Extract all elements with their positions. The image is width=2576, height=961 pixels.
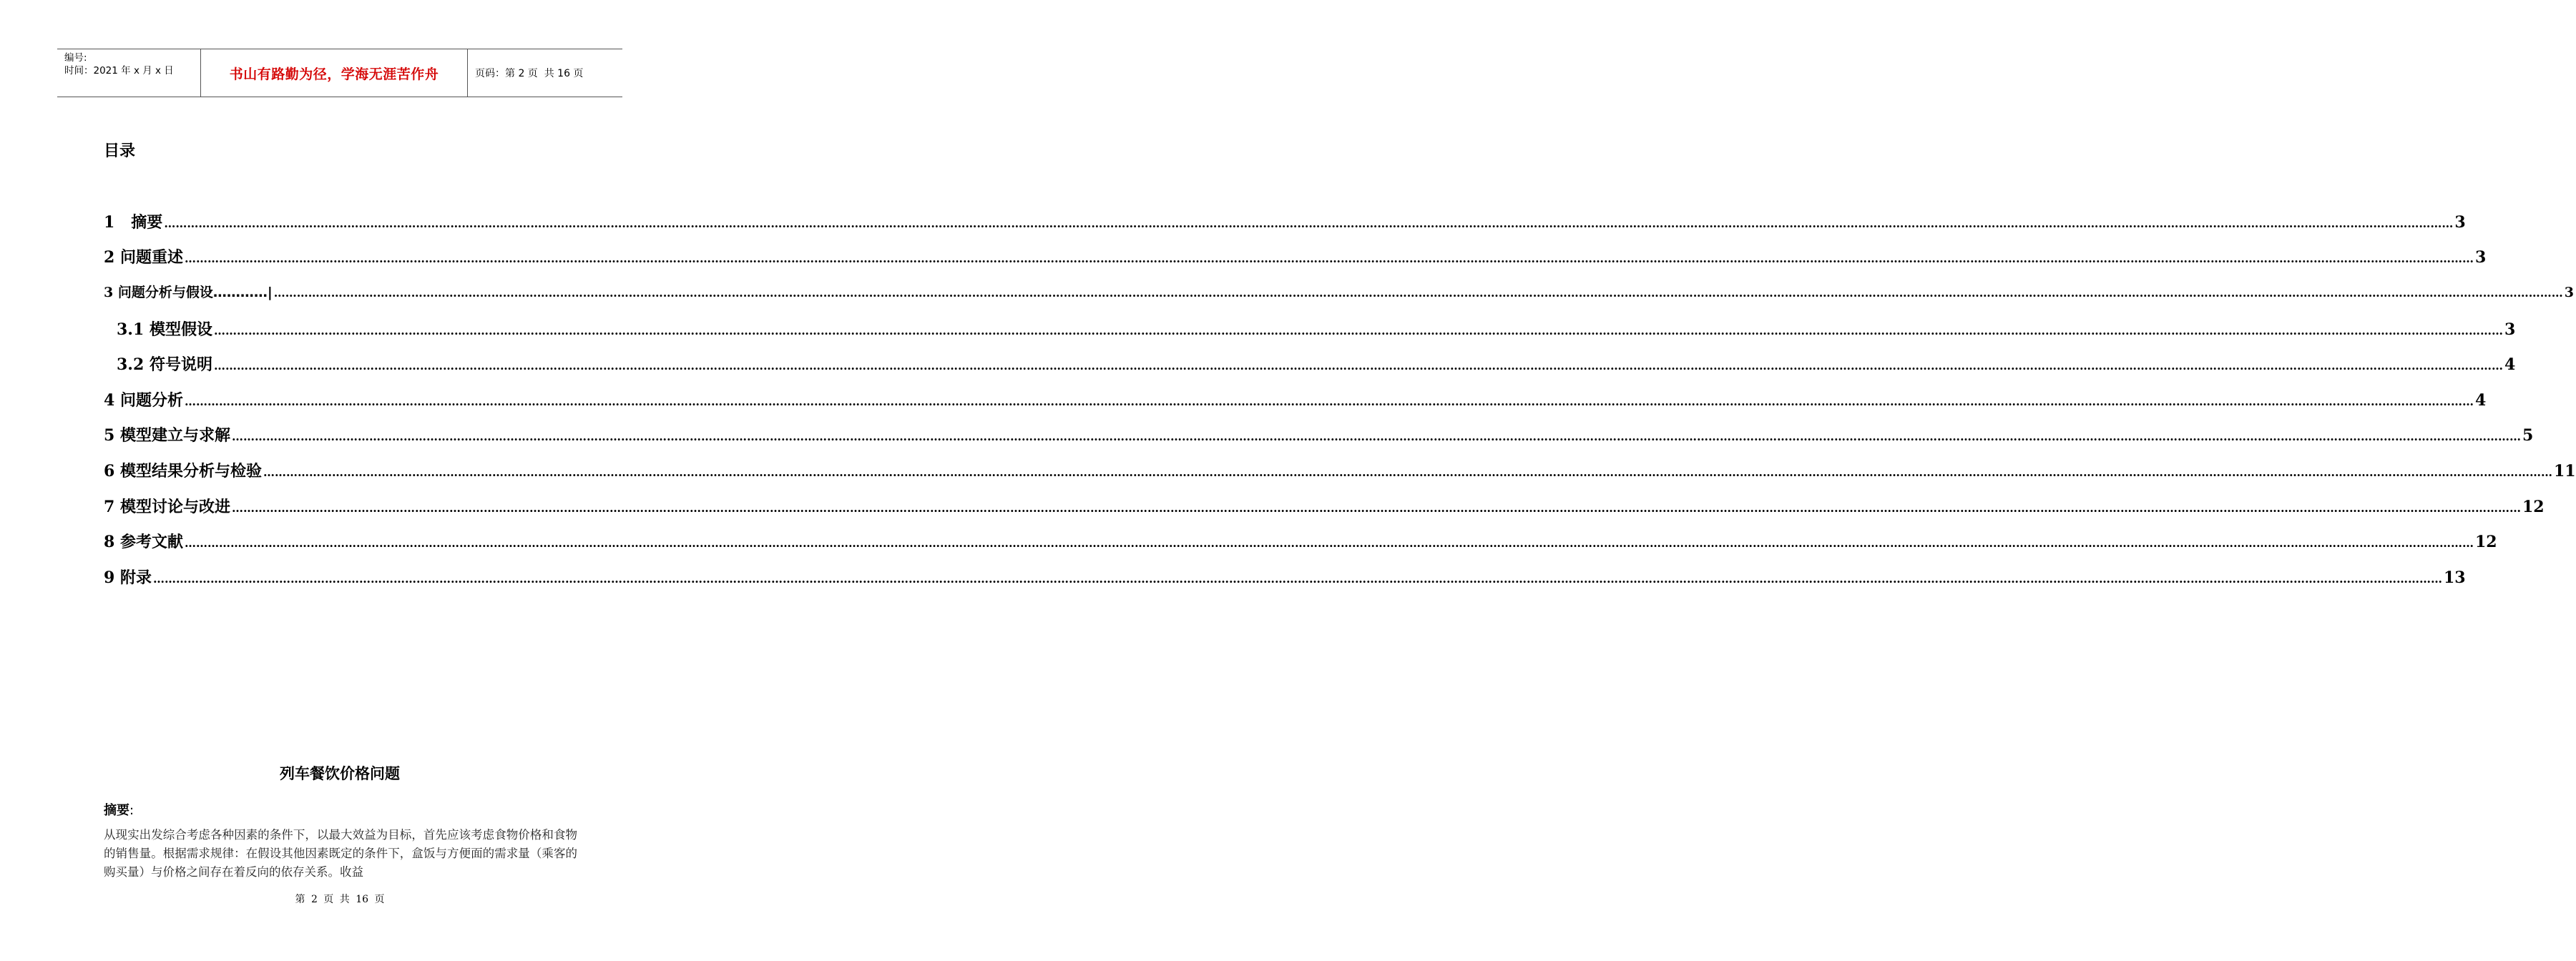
- toc-leader-dots: ……………………………………………………………………………………………………………………………………………………………………………………………………………………………………………………………………………………………………………………………………………………………………………………………………………………………………………………………………………………………………………………………………………………: [213, 359, 2503, 373]
- page-header: [57, 49, 622, 97]
- toc-entry-label: 问题分析: [119, 392, 183, 410]
- toc-entry-page: 4: [2504, 355, 2516, 374]
- toc-entry-number: 7: [104, 498, 120, 516]
- toc-leader-dots: ……………………………………………………………………………………………………………………………………………………………………………………………………………………………………………………………………………………………………………………………………………………………………………………………………………………………………………………………………………………………………………………………………………………: [231, 430, 2521, 443]
- toc-entry-label: 模型讨论与改进: [119, 498, 230, 516]
- toc-leader-dots: ……………………………………………………………………………………………………………………………………………………………………………………………………………………………………………………………………………………………………………………………………………………………………………………………………………………………………………………………………………………………………………………………………………………: [164, 217, 2454, 230]
- toc-leader-dots: ……………………………………………………………………………………………………………………………………………………………………………………………………………………………………………………………………………………………………………………………………………………………………………………………………………………………………………………………………………………………………………………………………………………: [273, 286, 2563, 300]
- toc-entry-label: 模型建立与求解: [119, 427, 230, 445]
- toc-leader-dots: ……………………………………………………………………………………………………………………………………………………………………………………………………………………………………………………………………………………………………………………………………………………………………………………………………………………………………………………………………………………………………………………………………………………: [184, 252, 2474, 265]
- toc-entry[interactable]: [104, 459, 2576, 481]
- abstract-colon: :: [129, 803, 134, 818]
- toc-entry-label: 附录: [119, 569, 152, 587]
- abstract-text: 从现实出发综合考虑各种因素的条件下，以最大效益为目标，首先应该考虑食物价格和食物的销售量。根据需求规律：在假设其他因素既定的条件下，盒饭与方便面的需求量（乘客的购买量）与价格之间存在着反向的依存关系。收益: [104, 828, 577, 879]
- toc-entry-page: 3: [2564, 285, 2575, 300]
- toc-entry-page: 3: [2454, 213, 2466, 232]
- toc-leader-dots: ……………………………………………………………………………………………………………………………………………………………………………………………………………………………………………………………………………………………………………………………………………………………………………………………………………………………………………………………………………………………………………………………………………………: [152, 572, 2442, 586]
- toc-entry[interactable]: [104, 210, 2466, 232]
- toc-entry-page: 12: [2474, 533, 2497, 551]
- abstract-label: 摘要: [104, 803, 129, 818]
- toc-title: 目录: [104, 142, 136, 160]
- toc-entry-page: 13: [2443, 568, 2466, 587]
- toc-leader-dots: ……………………………………………………………………………………………………………………………………………………………………………………………………………………………………………………………………………………………………………………………………………………………………………………………………………………………………………………………………………………………………………………………………………………: [184, 395, 2474, 408]
- header-meta: [57, 49, 201, 97]
- toc-leader-dots: ……………………………………………………………………………………………………………………………………………………………………………………………………………………………………………………………………………………………………………………………………………………………………………………………………………………………………………………………………………………………………………………………………………………: [213, 324, 2503, 337]
- paper-title: 列车餐饮价格问题: [280, 765, 400, 782]
- toc-entry[interactable]: [104, 282, 2575, 301]
- toc-entry-label: 问题分析与假设…………|: [117, 285, 273, 300]
- toc-entry-number: 6: [104, 462, 120, 480]
- toc-entry[interactable]: [104, 530, 2497, 552]
- header-number-label: 编号:: [64, 52, 87, 64]
- toc-entry-label: 摘要: [131, 214, 163, 232]
- toc-entry[interactable]: [104, 388, 2487, 410]
- toc-entry[interactable]: [104, 495, 2545, 517]
- toc-entry-label: 参考文献: [119, 533, 183, 551]
- toc-entry-label: 符号说明: [149, 356, 212, 374]
- toc-leader-dots: ……………………………………………………………………………………………………………………………………………………………………………………………………………………………………………………………………………………………………………………………………………………………………………………………………………………………………………………………………………………………………………………………………………………: [263, 465, 2552, 479]
- toc-entry-label: 模型假设: [149, 321, 212, 339]
- toc-entry-number: 3.2: [117, 355, 150, 374]
- toc-entry-number: 4: [104, 391, 120, 410]
- toc-entry[interactable]: [117, 317, 2516, 340]
- header-motto: 书山有路勤为径，学海无涯苦作舟: [201, 49, 468, 97]
- toc-entry-page: 4: [2474, 391, 2487, 410]
- toc-entry[interactable]: [104, 566, 2466, 588]
- toc-entry-page: 3: [2504, 320, 2516, 339]
- toc-entry-page: 11: [2553, 462, 2576, 480]
- toc-entry[interactable]: [104, 423, 2534, 445]
- header-page-info: 页码：第 2 页 共 16 页: [475, 68, 584, 79]
- page-footer: 第 2 页 共 16 页: [295, 894, 385, 905]
- abstract-heading: [104, 800, 134, 819]
- toc-entry-number: 8: [104, 533, 120, 551]
- toc-entry-page: 3: [2474, 248, 2487, 267]
- toc-leader-dots: ……………………………………………………………………………………………………………………………………………………………………………………………………………………………………………………………………………………………………………………………………………………………………………………………………………………………………………………………………………………………………………………………………………………: [184, 536, 2474, 550]
- header-time-label: 时间：2021 年 x 月 x 日: [64, 65, 174, 77]
- toc-entry-page: 12: [2522, 498, 2545, 516]
- toc-leader-dots: ……………………………………………………………………………………………………………………………………………………………………………………………………………………………………………………………………………………………………………………………………………………………………………………………………………………………………………………………………………………………………………………………………………………: [231, 501, 2521, 515]
- toc-entry[interactable]: [104, 245, 2487, 267]
- toc-entry-number: 9: [104, 568, 120, 587]
- toc-entry-number: 3.1: [117, 320, 150, 339]
- toc-entry-number: 3: [104, 285, 118, 300]
- toc-entry-page: 5: [2522, 426, 2534, 445]
- toc-entry-number: 5: [104, 426, 120, 445]
- toc-entry-label: 模型结果分析与检验: [119, 463, 262, 480]
- toc-entry-label: 问题重述: [119, 249, 183, 267]
- toc-entry-number: 2: [104, 248, 120, 267]
- header-page-info-cell: [468, 49, 622, 97]
- toc-entry[interactable]: [117, 353, 2516, 375]
- toc-entry-number: 1: [104, 213, 132, 232]
